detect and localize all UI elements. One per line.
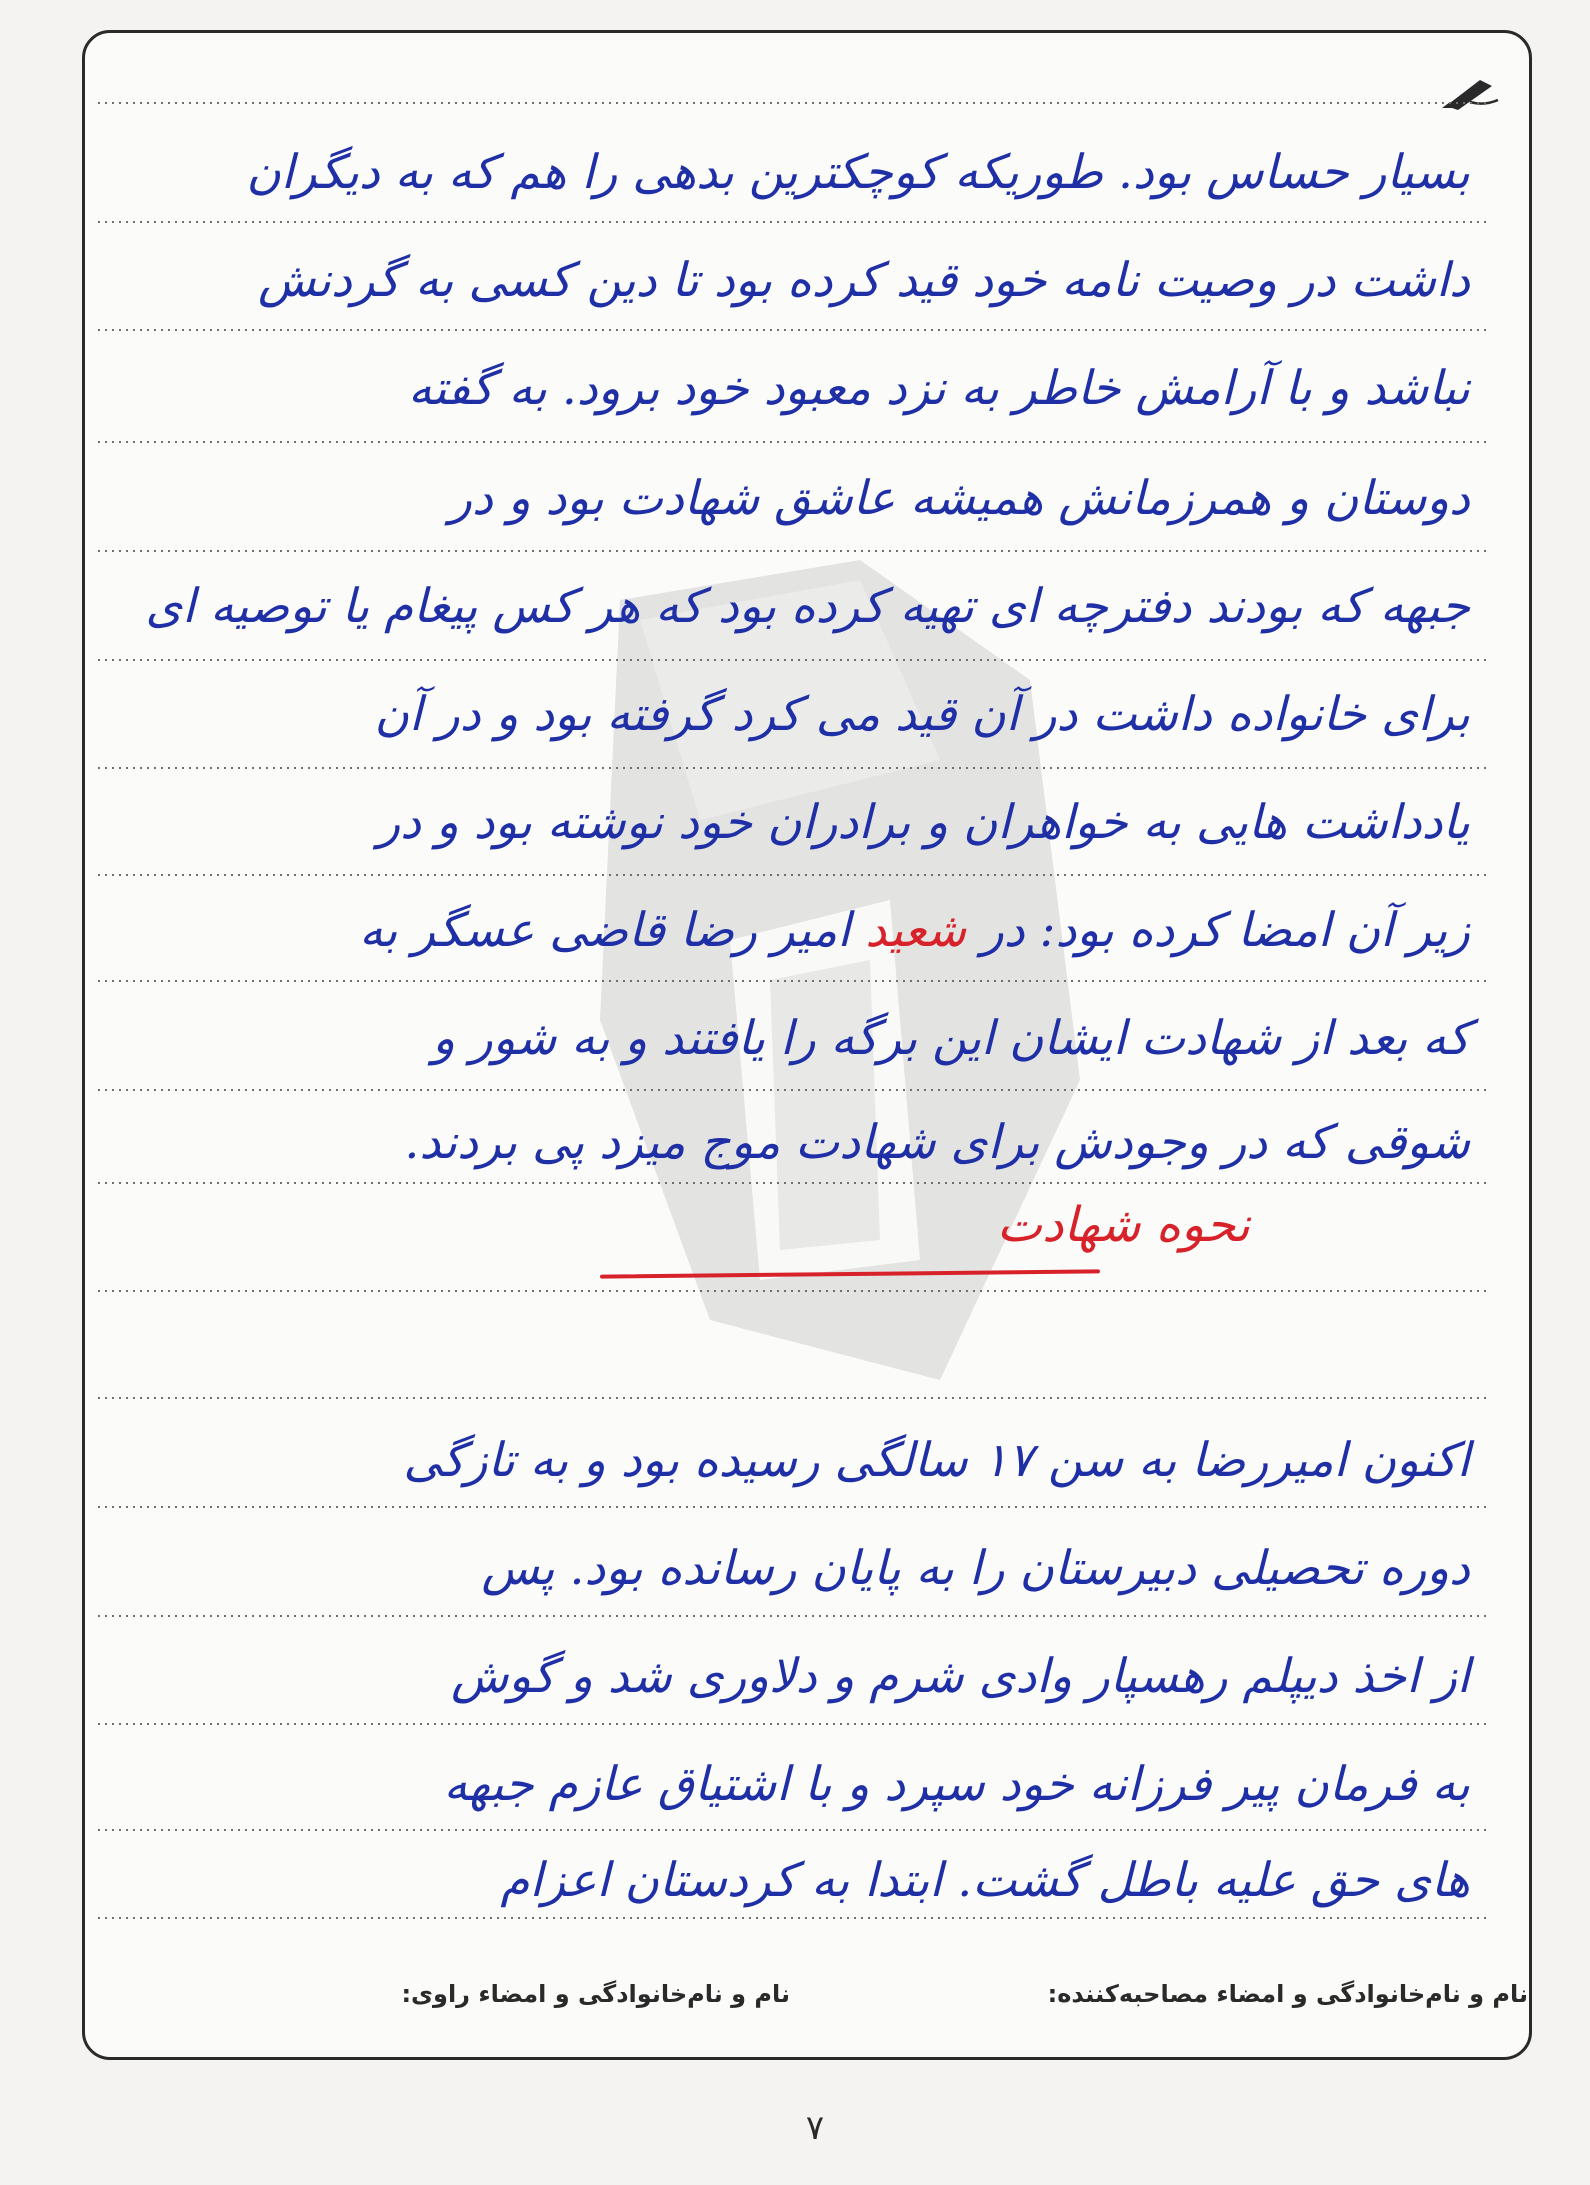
handwritten-line: دوره تحصیلی دبیرستان را به پایان رسانده بود. پس (481, 1541, 1470, 1596)
handwritten-line-with-correction (170, 888, 1470, 974)
line-text: امیر رضا قاضی عسگر به (359, 903, 851, 958)
handwritten-line: شوقی که در وجودش برای شهادت موج میزد پی بردند. (404, 1115, 1470, 1170)
handwritten-line: داشت در وصیت نامه خود قید کرده بود تا دین کسی به گردنش (257, 253, 1470, 308)
handwritten-line: برای خانواده داشت در آن قید می کرد گرفته بود و در آن (374, 687, 1470, 742)
handwritten-line: از اخذ دیپلم رهسپار وادی شرم و دلاوری شد و گوش (451, 1649, 1470, 1704)
line-text: زیر آن امضا کرده بود: در (981, 903, 1470, 958)
handwritten-line: جبهه که بودند دفترچه ای تهیه کرده بود که هر کس پیغام یا توصیه ای (145, 579, 1470, 634)
section-heading: نحوه شهادت (996, 1197, 1250, 1253)
handwritten-line: بسیار حساس بود. طوریکه کوچکترین بدهی را هم که به دیگران (246, 145, 1470, 200)
handwritten-line: اکنون امیررضا به سن ۱۷ سالگی رسیده بود و به تازگی (403, 1433, 1470, 1488)
narrator-signature-label: نام و نام‌خانوادگی و امضاء راوی: (401, 1980, 790, 2008)
handwritten-line: به فرمان پیر فرزانه خود سپرد و با اشتیاق عازم جبهه (443, 1757, 1470, 1812)
red-correction: شعید (865, 903, 967, 958)
handwritten-line: های حق علیه باطل گشت. ابتدا به کردستان اعزام (500, 1853, 1470, 1908)
handwritten-line: نباشد و با آرامش خاطر به نزد معبود خود برود. به گفته (408, 361, 1470, 416)
handwritten-line: یادداشت هایی به خواهران و برادران خود نوشته بود و در (377, 795, 1470, 850)
page-number: ۷ (805, 2108, 825, 2148)
handwritten-line: که بعد از شهادت ایشان این برگه را یافتند و به شور و (432, 1011, 1470, 1066)
handwritten-line: دوستان و همرزمانش همیشه عاشق شهادت بود و در (449, 471, 1470, 526)
interviewer-signature-label: نام و نام‌خانوادگی و امضاء مصاحبه‌کننده: (1047, 1980, 1528, 2008)
